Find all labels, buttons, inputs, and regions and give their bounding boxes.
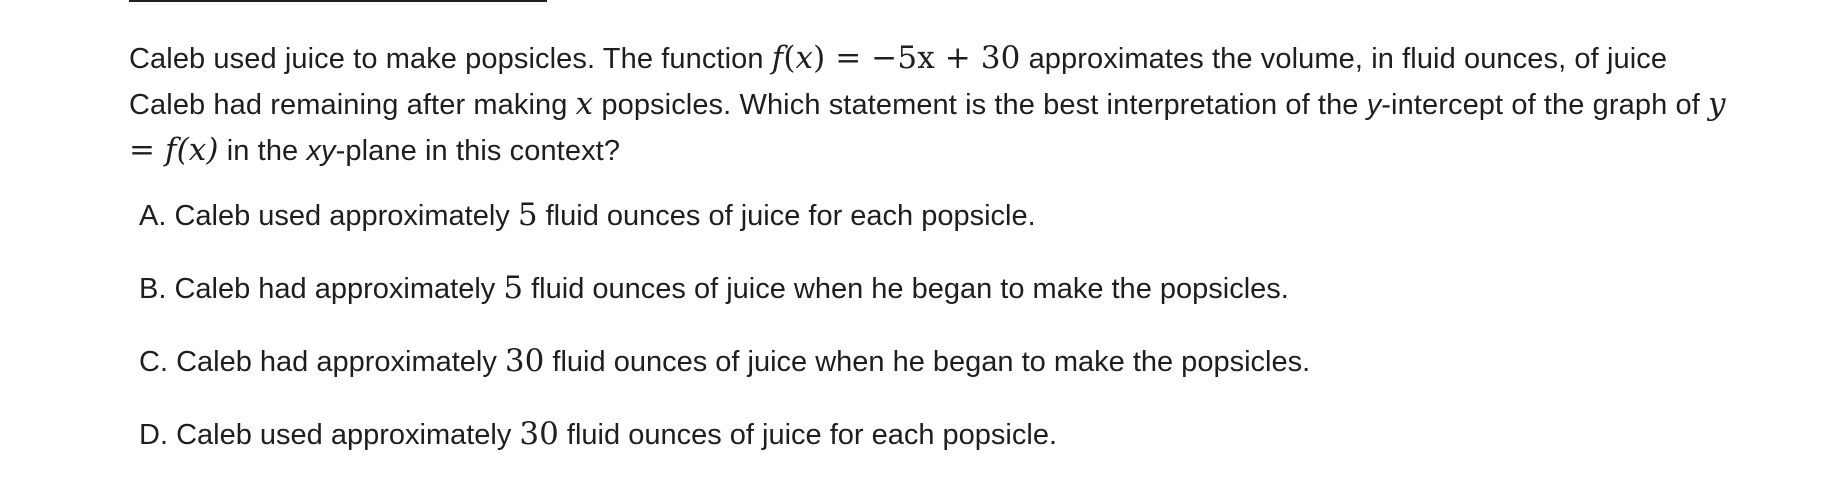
function-close-paren: ): [813, 40, 826, 76]
graph-equation: y = f(x): [129, 86, 1726, 168]
question-part-3: popsicles. Which statement is the best interpretation of the: [593, 89, 1367, 121]
choice-text-after: fluid ounces of juice for each popsicle.: [558, 419, 1058, 451]
function-name: f: [771, 40, 784, 76]
choice-letter: C.: [139, 346, 168, 378]
choice-letter: A.: [139, 200, 167, 232]
variable-x: x: [575, 86, 594, 122]
choice-text-before: Caleb used approximately: [174, 200, 518, 232]
choice-text-after: fluid ounces of juice when he began to make the popsicles.: [544, 346, 1311, 378]
question-part-1: Caleb used juice to make popsicles. The function: [129, 43, 772, 75]
choice-letter: B.: [139, 273, 167, 305]
question-part-5: in the: [218, 135, 307, 167]
choice-number: 30: [519, 416, 559, 452]
choice-letter: D.: [139, 419, 168, 451]
answer-choices: [139, 190, 1739, 482]
choice-text-before: Caleb had approximately: [174, 273, 504, 305]
question-text: [129, 36, 1729, 174]
choice-text-before: Caleb had approximately: [176, 346, 505, 378]
question-part-4: -intercept of the graph of: [1381, 89, 1709, 121]
choice-c[interactable]: [139, 336, 1739, 409]
variable-y: y: [1366, 89, 1382, 121]
choice-text-before: Caleb used approximately: [176, 419, 520, 451]
question-part-6: -plane in this context?: [335, 135, 621, 167]
choice-number: 30: [504, 343, 545, 379]
function-arg: x: [795, 40, 814, 76]
choice-text-after: fluid ounces of juice for each popsicle.: [537, 200, 1036, 232]
choice-text-after: fluid ounces of juice when he began to make the popsicles.: [523, 273, 1289, 305]
question-part-2: approximates the volume, in fluid ounces, of juice Caleb had remaining after making: [129, 43, 1668, 121]
choice-number: 5: [517, 197, 538, 233]
choice-a[interactable]: [139, 190, 1739, 263]
choice-d[interactable]: [139, 409, 1739, 482]
choice-b[interactable]: [139, 263, 1739, 336]
function-rhs: [825, 40, 1020, 76]
xy-plane-label: xy: [306, 135, 336, 167]
function-rhs-text: = −5x + 30: [835, 40, 1021, 76]
choice-number: 5: [503, 270, 524, 306]
function-open-paren: (: [783, 40, 796, 76]
top-divider: [129, 0, 547, 2]
